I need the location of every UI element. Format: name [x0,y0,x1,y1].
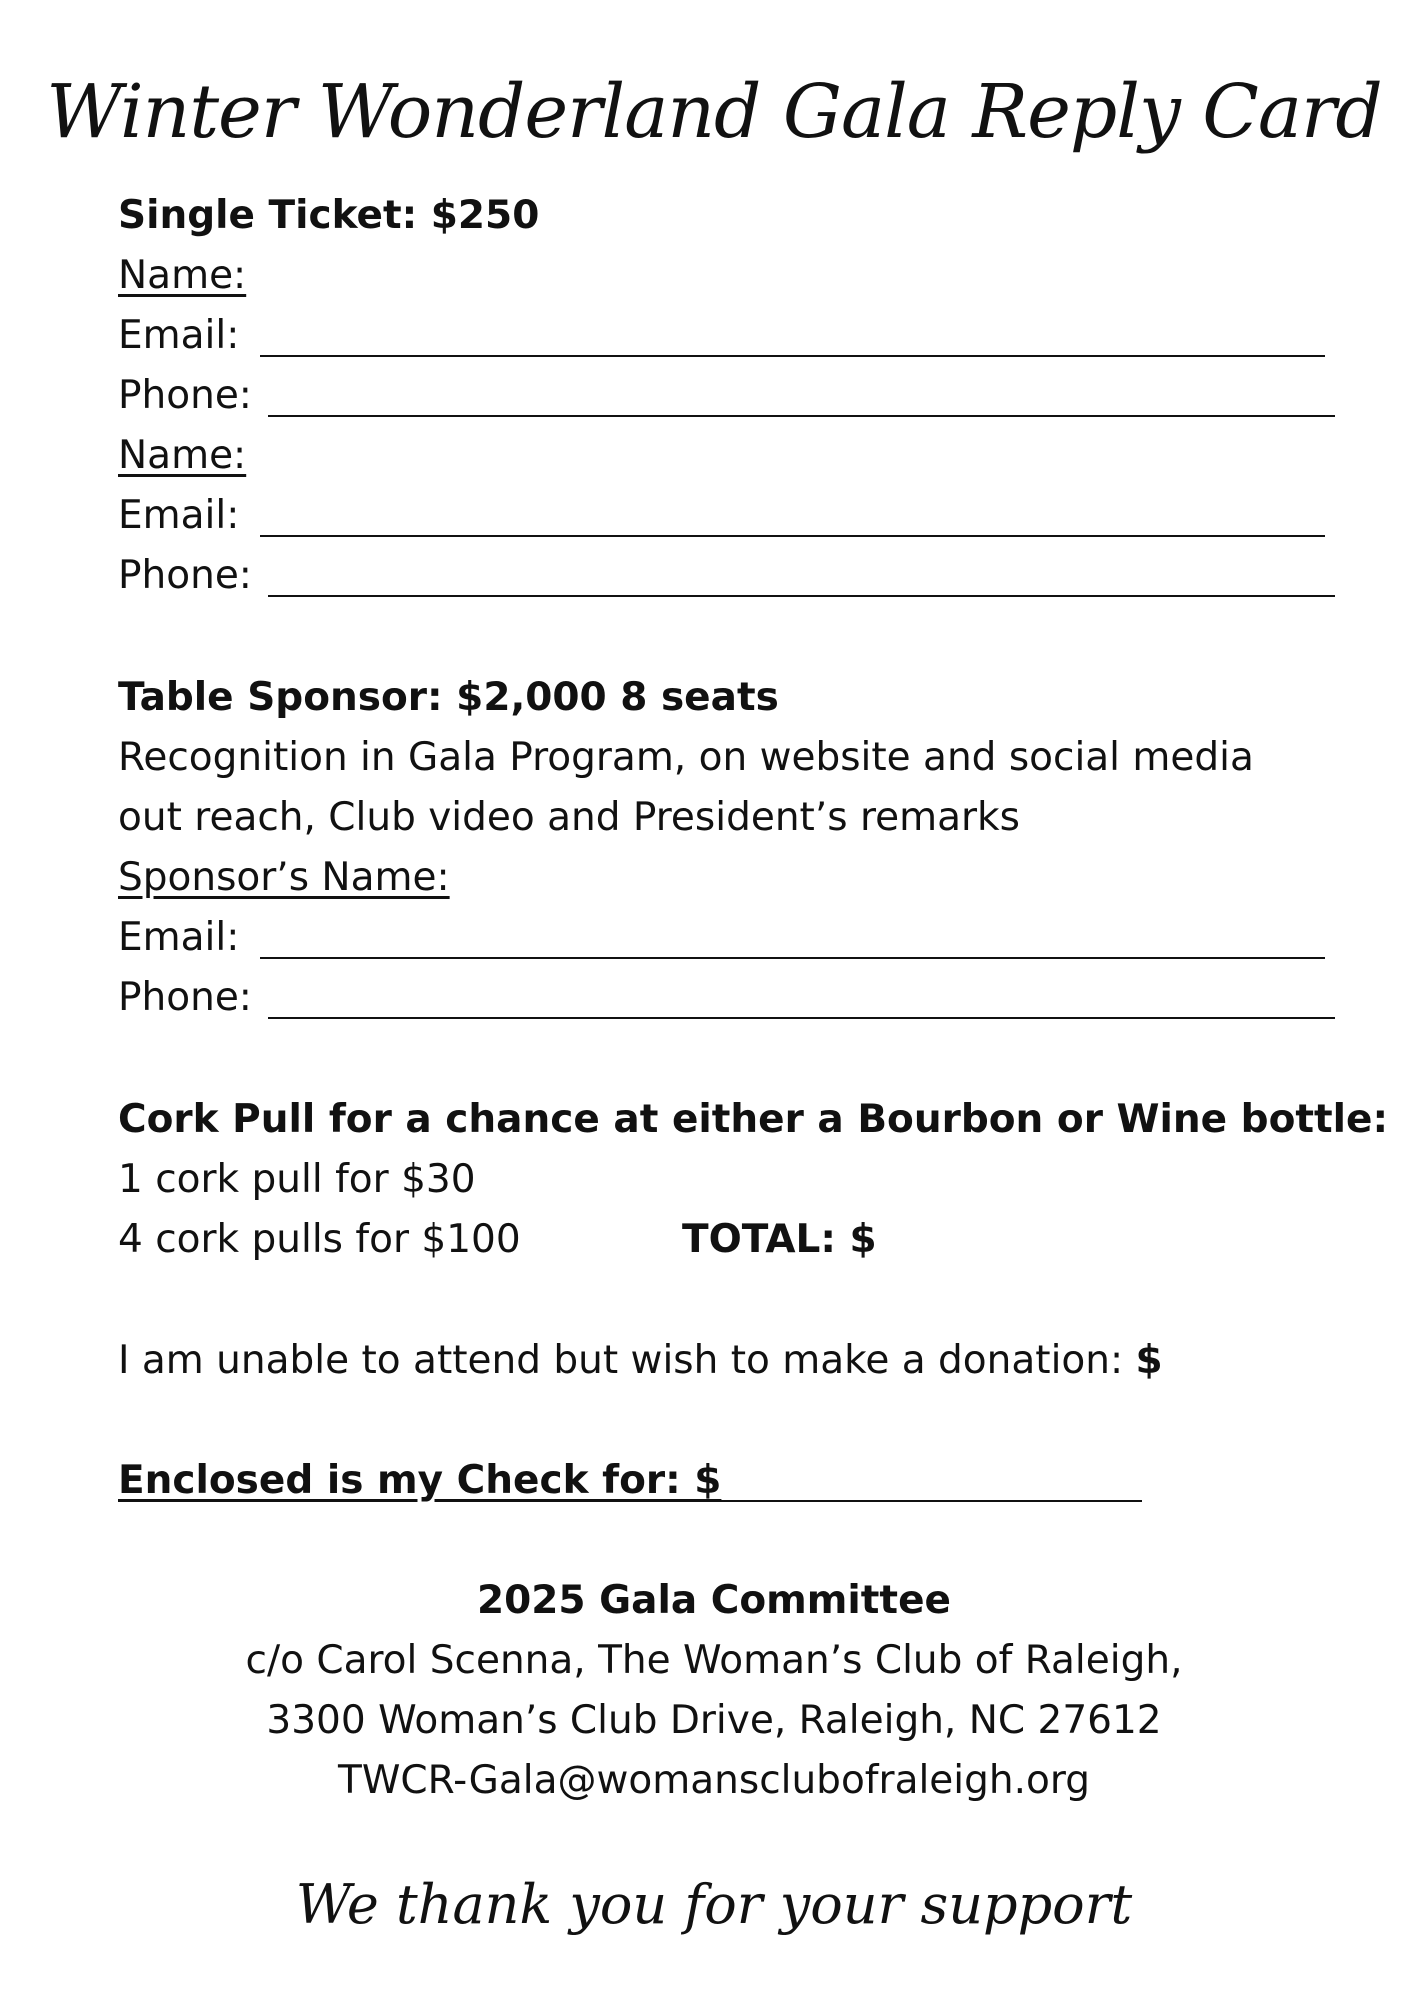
name-label-2: Name: [118,433,247,478]
cork-pull-option-1: 1 cork pull for $30 [118,1157,476,1202]
sponsor-email-field[interactable] [260,957,1325,959]
sponsor-name-label: Sponsor’s Name: [118,855,450,900]
sponsor-email-label: Email: [118,915,240,960]
phone-field-2[interactable] [268,595,1335,597]
email-label-2: Email: [118,493,240,538]
committee-address-1: c/o Carol Scenna, The Woman’s Club of Raleigh, [245,1638,1183,1683]
committee-heading: 2025 Gala Committee [477,1578,951,1623]
cork-pull-option-2: 4 cork pulls for $100 [118,1217,521,1262]
cork-pull-total: TOTAL: $ [682,1217,877,1262]
email-field-2[interactable] [260,535,1325,537]
email-field-1[interactable] [260,355,1325,357]
thank-you-message: We thank you for your support [295,1873,1133,1936]
card-title: Winter Wonderland Gala Reply Card [46,69,1382,155]
phone-label-1: Phone: [118,373,252,418]
email-label-1: Email: [118,313,240,358]
table-sponsor-description-1: Recognition in Gala Program, on website and social media [118,735,1254,780]
check-label: Enclosed is my Check for: $ [118,1458,722,1503]
sponsor-phone-field[interactable] [268,1017,1335,1019]
sponsor-phone-label: Phone: [118,975,252,1020]
donation-dollar: $ [1135,1338,1163,1383]
name-label-1: Name: [118,253,247,298]
phone-label-2: Phone: [118,553,252,598]
single-ticket-heading: Single Ticket: $250 [118,193,540,238]
table-sponsor-heading: Table Sponsor: $2,000 8 seats [118,675,779,720]
committee-address-2: 3300 Woman’s Club Drive, Raleigh, NC 27612 [266,1698,1162,1743]
table-sponsor-description-2: out reach, Club video and President’s remarks [118,795,1020,840]
phone-field-1[interactable] [268,415,1335,417]
cork-pull-heading: Cork Pull for a chance at either a Bourbon or Wine bottle: [118,1097,1389,1142]
donation-text: I am unable to attend but wish to make a donation: [118,1338,1136,1383]
donation-line [118,1335,1163,1387]
committee-email: TWCR-Gala@womansclubofraleigh.org [338,1758,1090,1803]
check-amount-field[interactable] [688,1500,1142,1502]
